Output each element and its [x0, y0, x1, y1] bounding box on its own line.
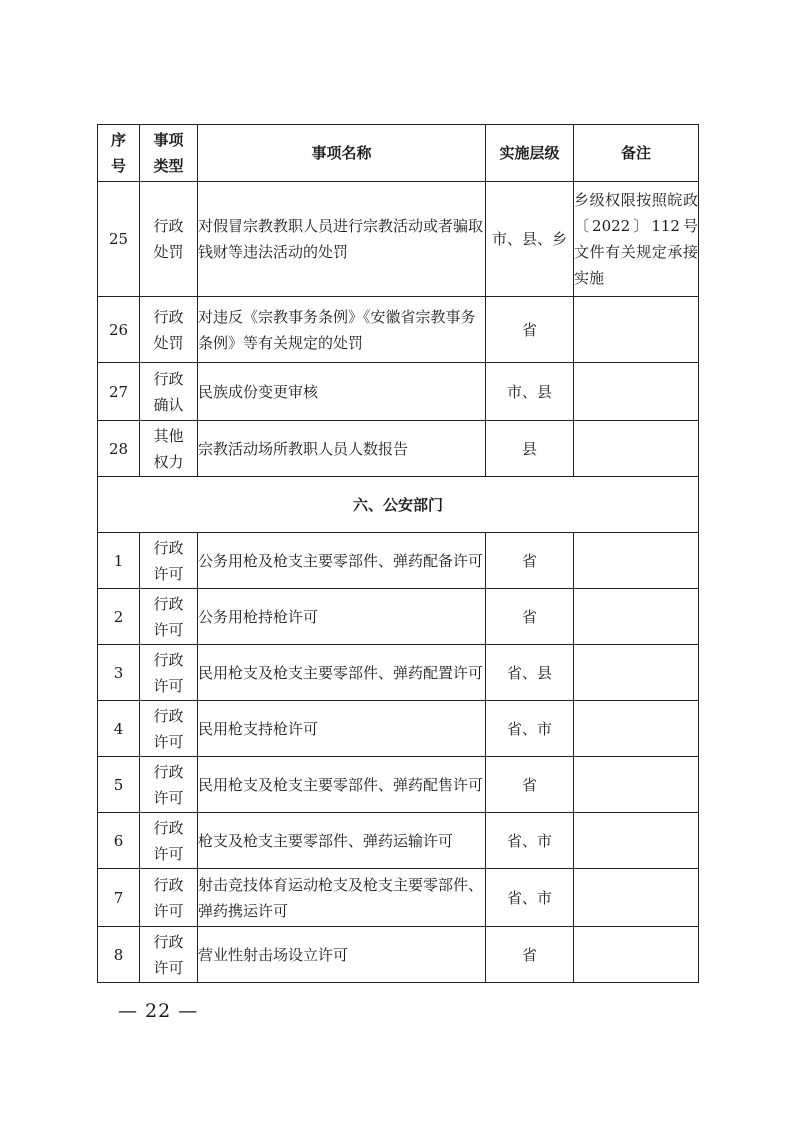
- row-type: 行政许可: [140, 533, 198, 589]
- table-row: [98, 757, 699, 813]
- row-level: 市、县、乡: [486, 182, 574, 297]
- row-level: 省、市: [486, 813, 574, 869]
- row-note: [574, 421, 699, 477]
- row-name: 民族成份变更审核: [198, 363, 486, 421]
- row-name: 民用枪支及枪支主要零部件、弹药配置许可: [198, 645, 486, 701]
- row-level: 省: [486, 533, 574, 589]
- table-row: [98, 363, 699, 421]
- row-no: 8: [98, 927, 140, 983]
- row-type: 行政许可: [140, 645, 198, 701]
- table-row: [98, 297, 699, 363]
- table-row: [98, 421, 699, 477]
- row-level: 县: [486, 421, 574, 477]
- row-no: 27: [98, 363, 140, 421]
- row-type: 行政许可: [140, 927, 198, 983]
- section-row: [98, 477, 699, 533]
- row-name: 公务用枪及枪支主要零部件、弹药配备许可: [198, 533, 486, 589]
- row-name: 营业性射击场设立许可: [198, 927, 486, 983]
- table-row: [98, 645, 699, 701]
- permissions-table: [97, 124, 699, 983]
- row-no: 5: [98, 757, 140, 813]
- row-type: 行政许可: [140, 813, 198, 869]
- row-level: 省、县: [486, 645, 574, 701]
- row-note: [574, 869, 699, 927]
- row-name: 对违反《宗教事务条例》《安徽省宗教事务条例》等有关规定的处罚: [198, 297, 486, 363]
- row-note: [574, 701, 699, 757]
- row-level: 市、县: [486, 363, 574, 421]
- row-type: 行政许可: [140, 589, 198, 645]
- table-header-row: [98, 125, 699, 182]
- row-no: 25: [98, 182, 140, 297]
- row-type: 行政确认: [140, 363, 198, 421]
- row-note: 乡级权限按照皖政〔2022〕112号文件有关规定承接实施: [574, 182, 699, 297]
- table-row: [98, 813, 699, 869]
- header-name: 事项名称: [198, 125, 486, 182]
- row-note: [574, 589, 699, 645]
- row-type: 行政许可: [140, 757, 198, 813]
- row-note: [574, 297, 699, 363]
- row-name: 民用枪支及枪支主要零部件、弹药配售许可: [198, 757, 486, 813]
- row-no: 6: [98, 813, 140, 869]
- row-no: 7: [98, 869, 140, 927]
- row-name: 射击竞技体育运动枪支及枪支主要零部件、弹药携运许可: [198, 869, 486, 927]
- row-no: 4: [98, 701, 140, 757]
- header-level: 实施层级: [486, 125, 574, 182]
- row-name: 公务用枪持枪许可: [198, 589, 486, 645]
- row-no: 28: [98, 421, 140, 477]
- table-row: [98, 533, 699, 589]
- header-note: 备注: [574, 125, 699, 182]
- row-level: 省: [486, 757, 574, 813]
- row-type: 行政许可: [140, 869, 198, 927]
- row-name: 对假冒宗教教职人员进行宗教活动或者骗取钱财等违法活动的处罚: [198, 182, 486, 297]
- row-name: 民用枪支持枪许可: [198, 701, 486, 757]
- row-no: 26: [98, 297, 140, 363]
- row-level: 省、市: [486, 701, 574, 757]
- table-row: [98, 927, 699, 983]
- row-type: 其他权力: [140, 421, 198, 477]
- section-title: 六、公安部门: [98, 477, 699, 533]
- row-note: [574, 757, 699, 813]
- row-name: 宗教活动场所教职人员人数报告: [198, 421, 486, 477]
- table-row: [98, 589, 699, 645]
- row-type: 行政处罚: [140, 182, 198, 297]
- row-no: 1: [98, 533, 140, 589]
- row-level: 省、市: [486, 869, 574, 927]
- row-note: [574, 363, 699, 421]
- header-no: 序号: [98, 125, 140, 182]
- row-type: 行政许可: [140, 701, 198, 757]
- row-level: 省: [486, 927, 574, 983]
- row-note: [574, 927, 699, 983]
- row-note: [574, 533, 699, 589]
- table-row: [98, 869, 699, 927]
- row-note: [574, 813, 699, 869]
- row-note: [574, 645, 699, 701]
- row-level: 省: [486, 297, 574, 363]
- page-number: — 22 —: [118, 1000, 199, 1022]
- table-row: [98, 701, 699, 757]
- row-type: 行政处罚: [140, 297, 198, 363]
- row-level: 省: [486, 589, 574, 645]
- row-name: 枪支及枪支主要零部件、弹药运输许可: [198, 813, 486, 869]
- row-no: 2: [98, 589, 140, 645]
- header-type: 事项类型: [140, 125, 198, 182]
- row-no: 3: [98, 645, 140, 701]
- table-row: [98, 182, 699, 297]
